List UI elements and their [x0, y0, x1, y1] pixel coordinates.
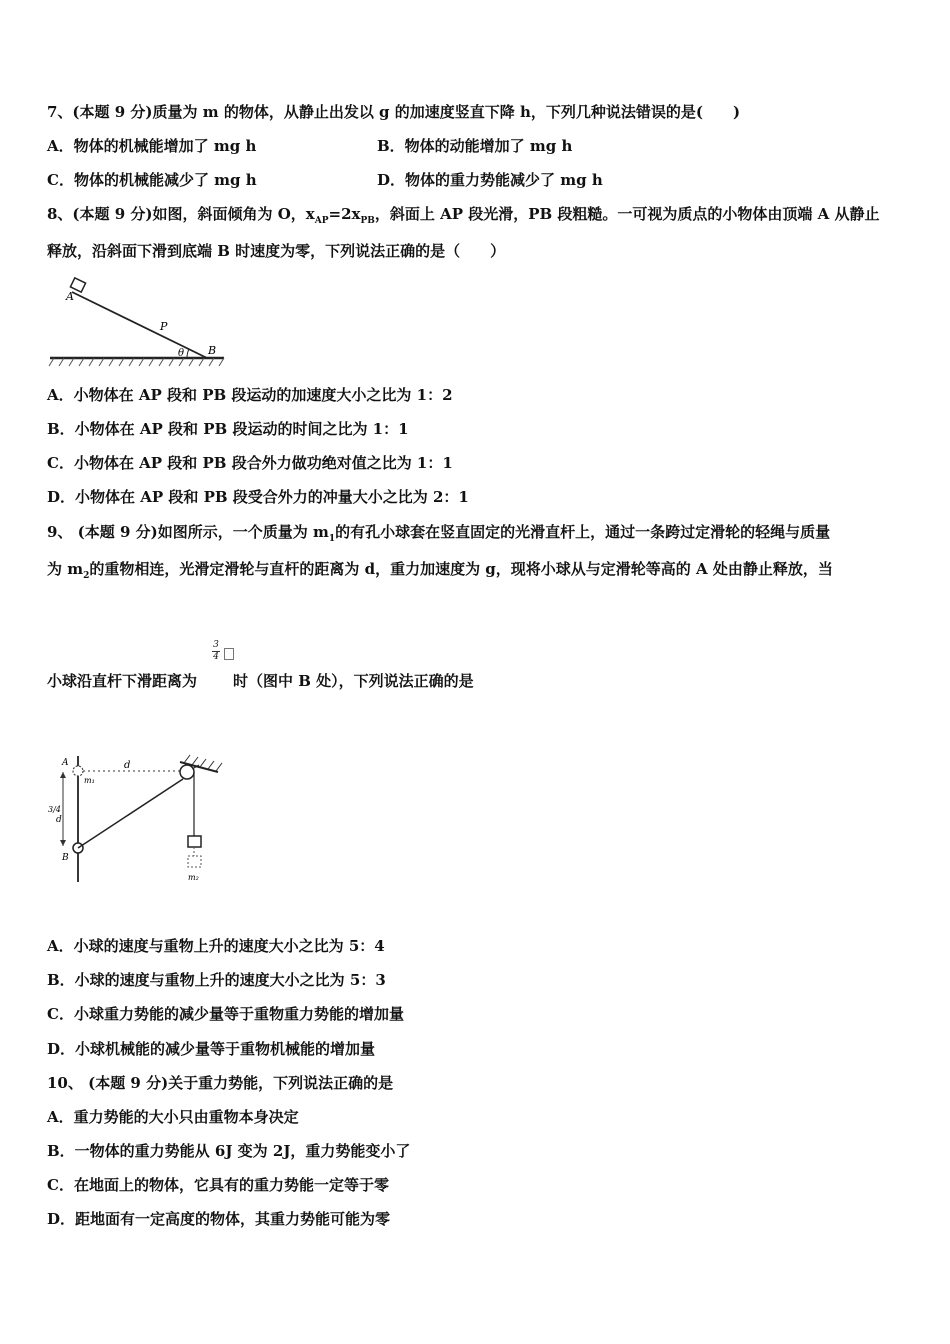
- q10-option-c: C．在地面上的物体，它具有的重力势能一定等于零: [47, 1176, 389, 1194]
- q9-option-d: D．小球机械能的减少量等于重物机械能的增加量: [47, 1040, 376, 1058]
- pulley-figure: [44, 752, 234, 887]
- q10-option-b: B．一物体的重力势能从 6J 变为 2J，重力势能变小了: [47, 1142, 411, 1160]
- label-a: A: [66, 290, 74, 303]
- q8-stem-line2: 释放，沿斜面下滑到底端 B 时速度为零，下列说法正确的是（ ）: [47, 242, 506, 260]
- q7-option-a: A．物体的机械能增加了 mg h: [47, 137, 257, 155]
- q9-stem-line1: [47, 522, 830, 549]
- q8-stem-mid: =2x: [328, 205, 361, 223]
- frac-numerator: 3: [213, 640, 219, 650]
- q7-option-d: D．物体的重力势能减少了 mg h: [377, 171, 603, 189]
- q7-option-b: B．物体的动能增加了 mg h: [377, 137, 573, 155]
- q8-sub-pb: PB: [360, 216, 375, 226]
- frac-denominator: 4: [213, 652, 219, 662]
- label-d-vertical: d: [56, 815, 62, 825]
- label-d: d: [124, 760, 131, 771]
- label-m2: m₂: [188, 873, 199, 882]
- rope: [78, 779, 183, 848]
- label-p: P: [160, 320, 168, 333]
- label-a: A: [62, 758, 69, 768]
- q8-stem-line1: [47, 204, 879, 231]
- q8-stem-post: ，斜面上 AP 段光滑，PB 段粗糙。一可视为质点的小物体由顶端 A 从静止: [374, 205, 880, 223]
- q9-stem-line3-pre: 小球沿直杆下滑距离为: [47, 672, 198, 690]
- q8-stem-pre: 8、(本题 9 分)如图，斜面倾角为 O，x: [47, 205, 315, 223]
- q8-sub-ap: AP: [314, 216, 329, 226]
- q7-stem: 7、(本题 9 分)质量为 m 的物体，从静止出发以 g 的加速度竖直下降 h，下列几种说法错误的是( ): [47, 103, 741, 121]
- label-theta: θ: [178, 348, 185, 359]
- ball-position-a: [73, 766, 83, 776]
- label-b: B: [62, 853, 69, 863]
- q9-sub-1: 1: [328, 534, 336, 544]
- incline-figure: [44, 276, 234, 368]
- label-three-quarters: 3/4: [48, 805, 61, 814]
- q10-stem: 10、 (本题 9 分)关于重力势能，下列说法正确的是: [47, 1074, 394, 1092]
- q8-option-b: B．小物体在 AP 段和 PB 段运动的时间之比为 1：1: [47, 420, 409, 438]
- label-m1: m₁: [84, 776, 95, 785]
- weight-m2: [188, 836, 201, 847]
- q8-option-a: A．小物体在 AP 段和 PB 段运动的加速度大小之比为 1：2: [47, 386, 453, 404]
- q9-option-a: A．小球的速度与重物上升的速度大小之比为 5：4: [47, 937, 385, 955]
- fraction-3-4: [212, 640, 220, 663]
- q10-option-d: D．距地面有一定高度的物体，其重力势能可能为零: [47, 1210, 391, 1228]
- q9-option-b: B．小球的速度与重物上升的速度大小之比为 5：3: [47, 971, 386, 989]
- q9-stem2-pre: 为 m: [47, 560, 84, 578]
- q9-stem1-post: 的有孔小球套在竖直固定的光滑直杆上，通过一条跨过定滑轮的轻绳与质量: [335, 523, 831, 541]
- q10-option-a: A．重力势能的大小只由重物本身决定: [47, 1108, 299, 1126]
- q9-option-c: C．小球重力势能的减少量等于重物重力势能的增加量: [47, 1005, 404, 1023]
- q7-option-c: C．物体的机械能减少了 mg h: [47, 171, 257, 189]
- weight-m2-ghost: [188, 856, 201, 867]
- q9-stem-line2: [47, 559, 833, 586]
- pulley: [180, 765, 194, 779]
- q9-stem-line3-post: 时（图中 B 处），下列说法正确的是: [233, 672, 474, 690]
- q9-stem1-pre: 9、 (本题 9 分)如图所示，一个质量为 m: [47, 523, 329, 541]
- label-b: B: [208, 344, 217, 357]
- q9-stem2-post: 的重物相连，光滑定滑轮与直杆的距离为 d，重力加速度为 g，现将小球从与定滑轮等高的 A 处由静止释放，当: [89, 560, 833, 578]
- q8-option-c: C．小物体在 AP 段和 PB 段合外力做功绝对值之比为 1：1: [47, 454, 453, 472]
- missing-glyph-box: [224, 648, 234, 660]
- q8-option-d: D．小物体在 AP 段和 PB 段受合外力的冲量大小之比为 2：1: [47, 488, 469, 506]
- q9-sub-2: 2: [83, 571, 90, 581]
